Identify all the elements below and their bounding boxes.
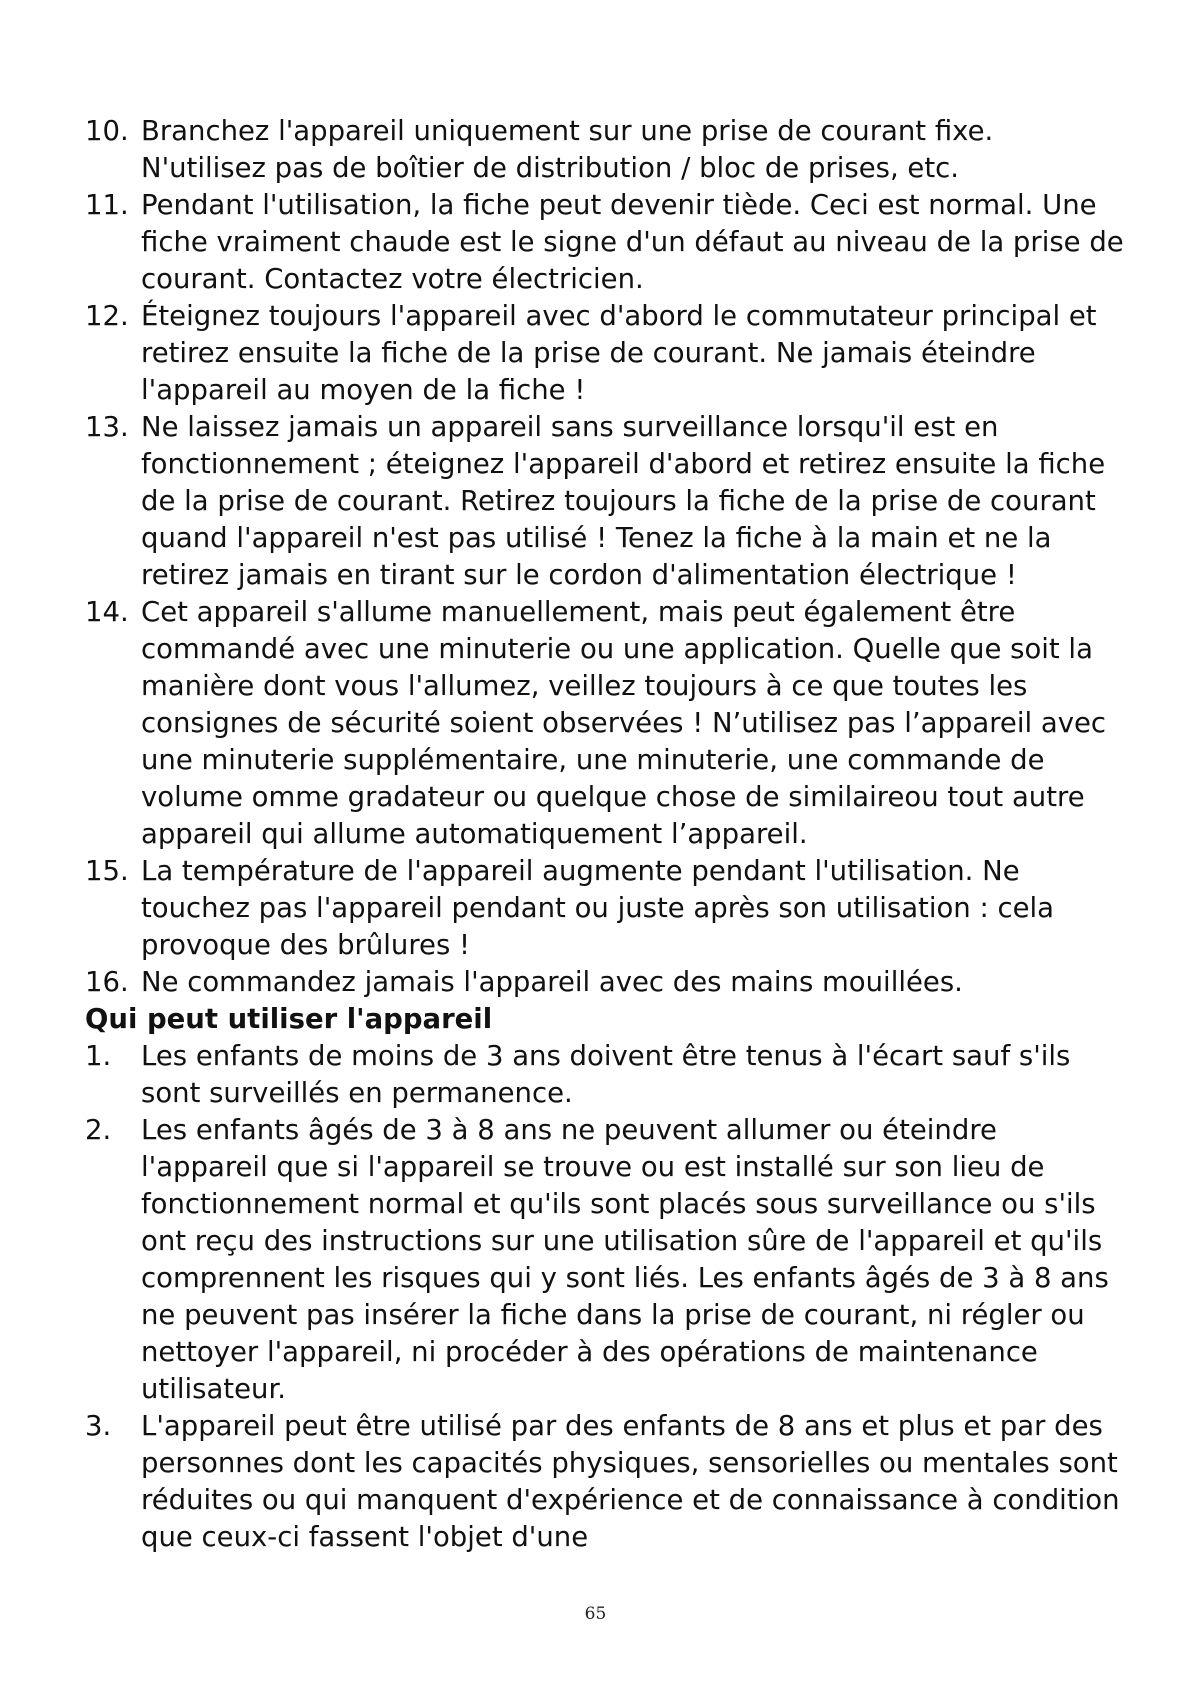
list-item-11 [85, 187, 1125, 298]
list-item-text: Les enfants âgés de 3 à 8 ans ne peuvent allumer ou éteindre l'appareil que si l'appareil se trouve ou est installé sur son lieu de fonctionnement normal et qu'ils sont placés sous surveillance ou s'ils ont reçu des instructions sur une utilisation sûre de l'appareil et qu'ils comprennent les risques qui y sont liés. Les enfants âgés de 3 à 8 ans ne peuvent pas insérer la fiche dans la prise de courant, ni régler ou nettoyer l'appareil, ni procéder à des opérations de maintenance utilisateur. [141, 1114, 1109, 1405]
list-item-text: Ne laissez jamais un appareil sans surveillance lorsqu'il est en fonctionnement ; éteignez l'appareil d'abord et retirez ensuite la fiche de la prise de courant. Retirez toujours la fiche de la prise de courant quand l'appareil n'est pas utilisé ! Tenez la fiche à la main et ne la retirez jamais en tirant sur le cordon d'alimentation électrique ! [141, 411, 1106, 591]
list-item-number: 10. [85, 115, 129, 147]
list-item-number: 2. [85, 1114, 112, 1146]
list-item-text: La température de l'appareil augmente pendant l'utilisation. Ne touchez pas l'appareil pendant ou juste après son utilisation : cela provoque des brûlures ! [141, 855, 1055, 961]
page-number: 65 [584, 1604, 607, 1624]
list-item-number: 11. [85, 189, 129, 221]
section-heading: Qui peut utiliser l'appareil [85, 1003, 493, 1035]
list-item-13 [85, 409, 1125, 594]
list-item-number: 16. [85, 966, 129, 998]
list-item-number: 14. [85, 596, 129, 628]
list-item-10 [85, 113, 1125, 187]
list-item-16 [85, 964, 1125, 1001]
list-item-14 [85, 594, 1125, 853]
list-item-number: 1. [85, 1040, 112, 1072]
list-item-12 [85, 298, 1125, 409]
list-item-3 [85, 1408, 1125, 1556]
list-item-number: 15. [85, 855, 129, 887]
document-page [85, 113, 1125, 1556]
list-item-text: Les enfants de moins de 3 ans doivent être tenus à l'écart sauf s'ils sont surveillés en permanence. [141, 1040, 1071, 1109]
list-item-15 [85, 853, 1125, 964]
list-item-text: Branchez l'appareil uniquement sur une prise de courant fixe. N'utilisez pas de boîtier de distribution / bloc de prises, etc. [141, 115, 994, 184]
list-item-text: Pendant l'utilisation, la fiche peut devenir tiède. Ceci est normal. Une fiche vraiment chaude est le signe d'un défaut au niveau de la prise de courant. Contactez votre électricien. [141, 189, 1124, 295]
list-item-text: Éteignez toujours l'appareil avec d'abord le commutateur principal et retirez ensuite la fiche de la prise de courant. Ne jamais éteindre l'appareil au moyen de la fiche ! [141, 300, 1097, 406]
list-item-1 [85, 1038, 1125, 1112]
list-item-text: Cet appareil s'allume manuellement, mais peut également être commandé avec une minuterie ou une application. Quelle que soit la manière dont vous l'allumez, veillez toujours à ce que toutes les consignes de sécurité soient observées ! N’utilisez pas l’appareil avec une minuterie supplémentaire, une minuterie, une commande de volume omme gradateur ou quelque chose de similaireou tout autre appareil qui allume automatiquement l’appareil. [141, 596, 1107, 850]
list-item-number: 12. [85, 300, 129, 332]
list-item-2 [85, 1112, 1125, 1408]
list-item-number: 3. [85, 1410, 112, 1442]
list-item-number: 13. [85, 411, 129, 443]
list-item-text: Ne commandez jamais l'appareil avec des mains mouillées. [141, 966, 963, 998]
list-item-text: L'appareil peut être utilisé par des enfants de 8 ans et plus et par des personnes dont les capacités physiques, sensorielles ou mentales sont réduites ou qui manquent d'expérience et de connaissance à condition que ceux-ci fassent l'objet d'une [141, 1410, 1120, 1553]
